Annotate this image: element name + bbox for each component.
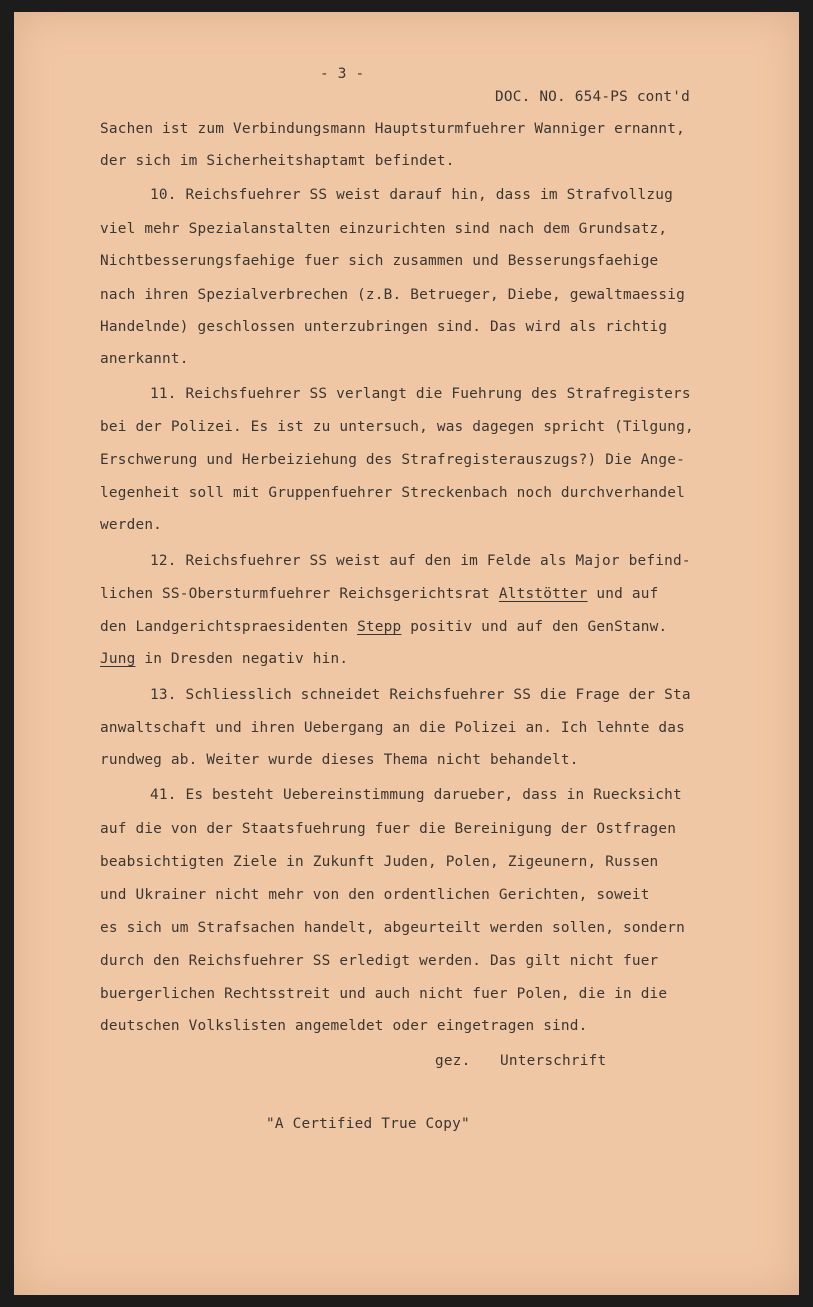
signature-label: gez.	[435, 1053, 471, 1069]
text-line: nach ihren Spezialverbrechen (z.B. Betrueger, Diebe, gewaltmaessig	[100, 287, 686, 303]
text-line: rundweg ab. Weiter wurde dieses Thema nicht behandelt.	[100, 752, 579, 768]
signature-text: Unterschrift	[500, 1053, 607, 1069]
text-line	[100, 587, 658, 601]
text-segment: positiv und auf den GenStanw.	[401, 619, 668, 635]
text-line: werden.	[100, 517, 163, 533]
paragraph-10-line: 10. Reichsfuehrer SS weist darauf hin, dass im Strafvollzug	[150, 187, 673, 203]
text-segment: in Dresden negativ hin.	[135, 651, 349, 667]
text-line: auf die von der Staatsfuehrung fuer die Bereinigung der Ostfragen	[100, 821, 677, 837]
document-page	[14, 12, 799, 1295]
underlined-name: Stepp	[357, 619, 402, 635]
text-line: viel mehr Spezialanstalten einzurichten sind nach dem Grundsatz,	[100, 221, 668, 237]
text-segment: den Landgerichtspraesidenten	[100, 619, 358, 635]
paragraph-41-line: 41. Es besteht Uebereinstimmung darueber, dass in Ruecksicht	[150, 787, 682, 803]
text-line: anerkannt.	[100, 351, 189, 367]
text-line: der sich im Sicherheitshaptamt befindet.	[100, 153, 455, 169]
text-segment: und auf	[587, 586, 659, 602]
text-line: deutschen Volkslisten angemeldet oder eingetragen sind.	[100, 1018, 588, 1034]
text-line: Handelnde) geschlossen unterzubringen sind. Das wird als richtig	[100, 319, 668, 335]
certification-note: "A Certified True Copy"	[266, 1116, 470, 1132]
text-segment: lichen SS-Obersturmfuehrer Reichsgerichtsrat	[100, 586, 499, 602]
text-line: Erschwerung und Herbeiziehung des Strafregisterauszugs?) Die Ange-	[100, 452, 686, 468]
paragraph-13-line: 13. Schliesslich schneidet Reichsfuehrer SS die Frage der Sta	[150, 687, 691, 703]
text-line: beabsichtigten Ziele in Zukunft Juden, Polen, Zigeunern, Russen	[100, 854, 659, 870]
underlined-name: Altstötter	[498, 586, 588, 602]
text-line	[100, 652, 348, 666]
paragraph-11-line: 11. Reichsfuehrer SS verlangt die Fuehrung des Strafregisters	[150, 386, 691, 402]
underlined-name: Jung	[100, 651, 136, 667]
text-line: legenheit soll mit Gruppenfuehrer Streckenbach noch durchverhandel	[100, 485, 686, 501]
paragraph-12-line: 12. Reichsfuehrer SS weist auf den im Felde als Major befind-	[150, 553, 691, 569]
text-line: durch den Reichsfuehrer SS erledigt werden. Das gilt nicht fuer	[100, 953, 659, 969]
text-line: Sachen ist zum Verbindungsmann Hauptsturmfuehrer Wanniger ernannt,	[100, 121, 686, 137]
text-line: anwaltschaft und ihren Uebergang an die Polizei an. Ich lehnte das	[100, 720, 686, 736]
text-line	[100, 620, 667, 634]
text-line: Nichtbesserungsfaehige fuer sich zusammen und Besserungsfaehige	[100, 253, 659, 269]
text-line: und Ukrainer nicht mehr von den ordentlichen Gerichten, soweit	[100, 887, 650, 903]
document-reference: DOC. NO. 654-PS cont'd	[495, 89, 691, 105]
text-line: buergerlichen Rechtsstreit und auch nicht fuer Polen, die in die	[100, 986, 668, 1002]
page-number: - 3 -	[320, 66, 365, 82]
text-line: bei der Polizei. Es ist zu untersuch, was dagegen spricht (Tilgung,	[100, 419, 694, 435]
text-line: es sich um Strafsachen handelt, abgeurteilt werden sollen, sondern	[100, 920, 686, 936]
